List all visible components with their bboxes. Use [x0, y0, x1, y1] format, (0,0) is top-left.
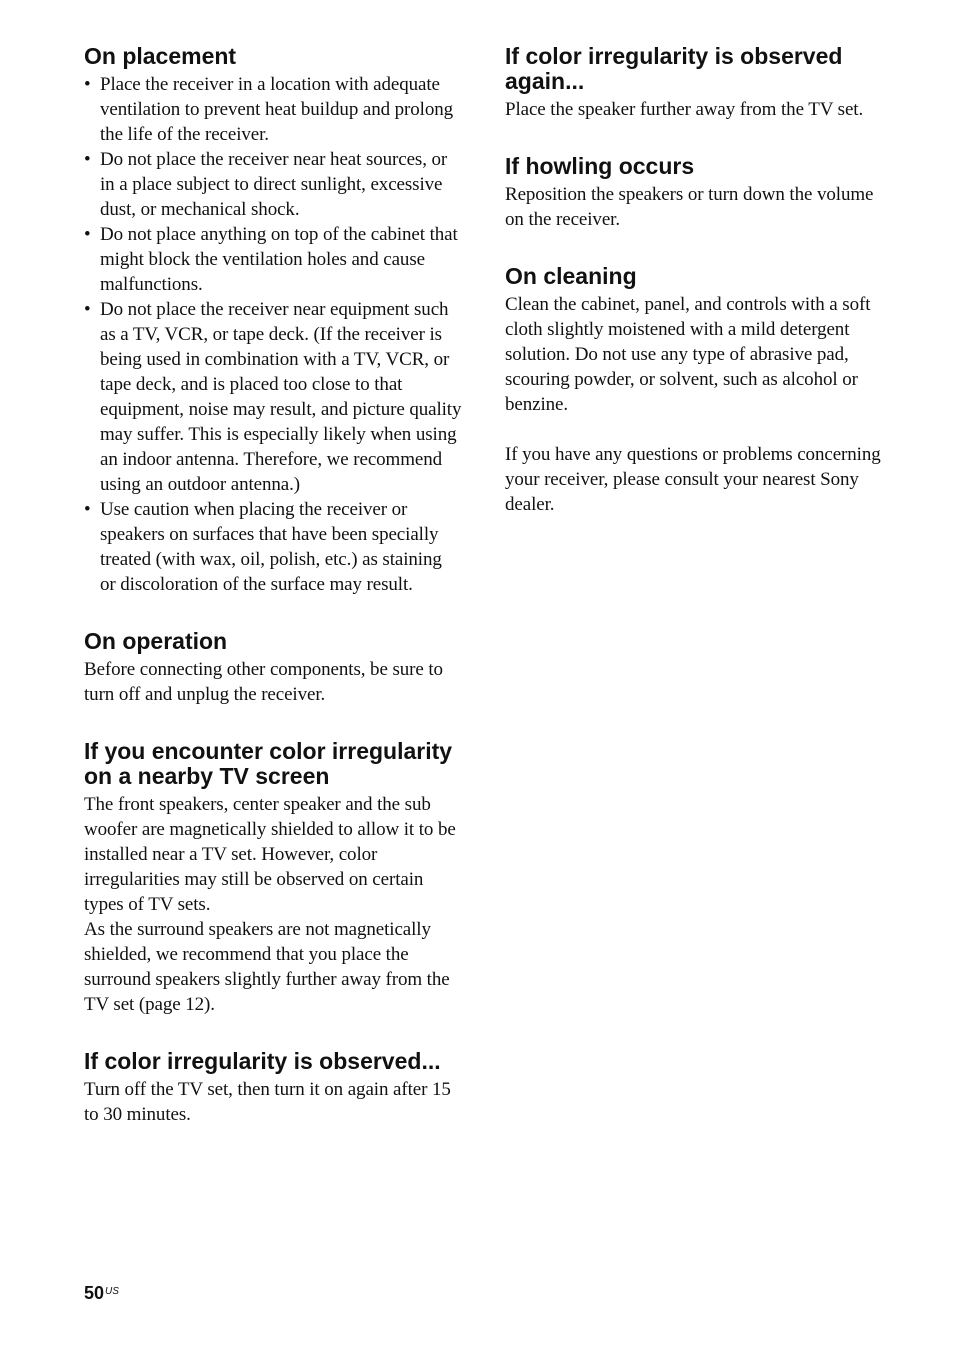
placement-bullet-1: • Place the receiver in a location with adequate ventilation to prevent heat buildup and prolong the life of the receiver. [84, 72, 462, 147]
region-code: US [105, 1286, 119, 1297]
placement-bullet-2: • Do not place the receiver near heat sources, or in a place subject to direct sunlight, excessive dust, or mechanical shock. [84, 147, 462, 222]
placement-bullet-3: • Do not place anything on top of the cabinet that might block the ventilation holes and cause malfunctions. [84, 222, 462, 297]
heading-howling: If howling occurs [505, 153, 695, 179]
color-again-text: Place the speaker further away from the TV set. [505, 99, 864, 120]
heading-color-observed: If color irregularity is observed... [84, 1048, 441, 1074]
color-tv-text-1: The front speakers, center speaker and the sub woofer are magnetically shielded to allow it to be installed near a TV set. However, color irregularities may still be observed on certain types of TV sets. [84, 794, 456, 915]
heading-on-placement: On placement [84, 43, 237, 69]
placement-list [84, 72, 462, 597]
color-observed-text: Turn off the TV set, then turn it on again after 15 to 30 minutes. [84, 1079, 451, 1125]
section-on-cleaning [505, 264, 885, 517]
heading-on-operation: On operation [84, 628, 228, 654]
heading-color-irregularity-tv: If you encounter color irregularity on a nearby TV screen [84, 738, 453, 789]
heading-on-cleaning: On cleaning [505, 263, 637, 289]
section-color-irregularity-tv [84, 739, 462, 1017]
placement-bullet-5: • Use caution when placing the receiver or speakers on surfaces that have been specially treated (with wax, oil, polish, etc.) as staining or discoloration of the surface may result. [84, 497, 462, 597]
section-color-observed [84, 1049, 462, 1127]
page-number: 50 [84, 1283, 105, 1303]
left-column [84, 44, 462, 1159]
right-column [505, 44, 885, 549]
color-tv-text-2: As the surround speakers are not magnetically shielded, we recommend that you place the surround speakers slightly further away from the TV set (page 12). [84, 919, 450, 1015]
howling-text: Reposition the speakers or turn down the volume on the receiver. [505, 184, 874, 230]
heading-color-observed-again: If color irregularity is observed again... [505, 43, 843, 94]
placement-bullet-4: • Do not place the receiver near equipment such as a TV, VCR, or tape deck. (If the receiver is being used in combination with a TV, VCR, or tape deck, and is placed too close to that equipment, noise may result, and picture quality may suffer. This is especially likely when using an indoor antenna. Therefore, we recommend using an outdoor antenna.) [84, 297, 462, 497]
section-on-operation [84, 629, 462, 707]
section-howling [505, 154, 885, 232]
section-on-placement [84, 44, 462, 597]
cleaning-text: Clean the cabinet, panel, and controls with a soft cloth slightly moistened with a mild detergent solution. Do not use any type of abrasive pad, scouring powder, or solvent, such as alcohol or benzine. [505, 294, 871, 415]
section-color-observed-again [505, 44, 885, 122]
questions-text: If you have any questions or problems concerning your receiver, please consult your nearest Sony dealer. [505, 444, 881, 515]
paragraph-gap [505, 417, 885, 442]
operation-text: Before connecting other components, be sure to turn off and unplug the receiver. [84, 659, 443, 705]
page-footer [84, 1282, 119, 1304]
